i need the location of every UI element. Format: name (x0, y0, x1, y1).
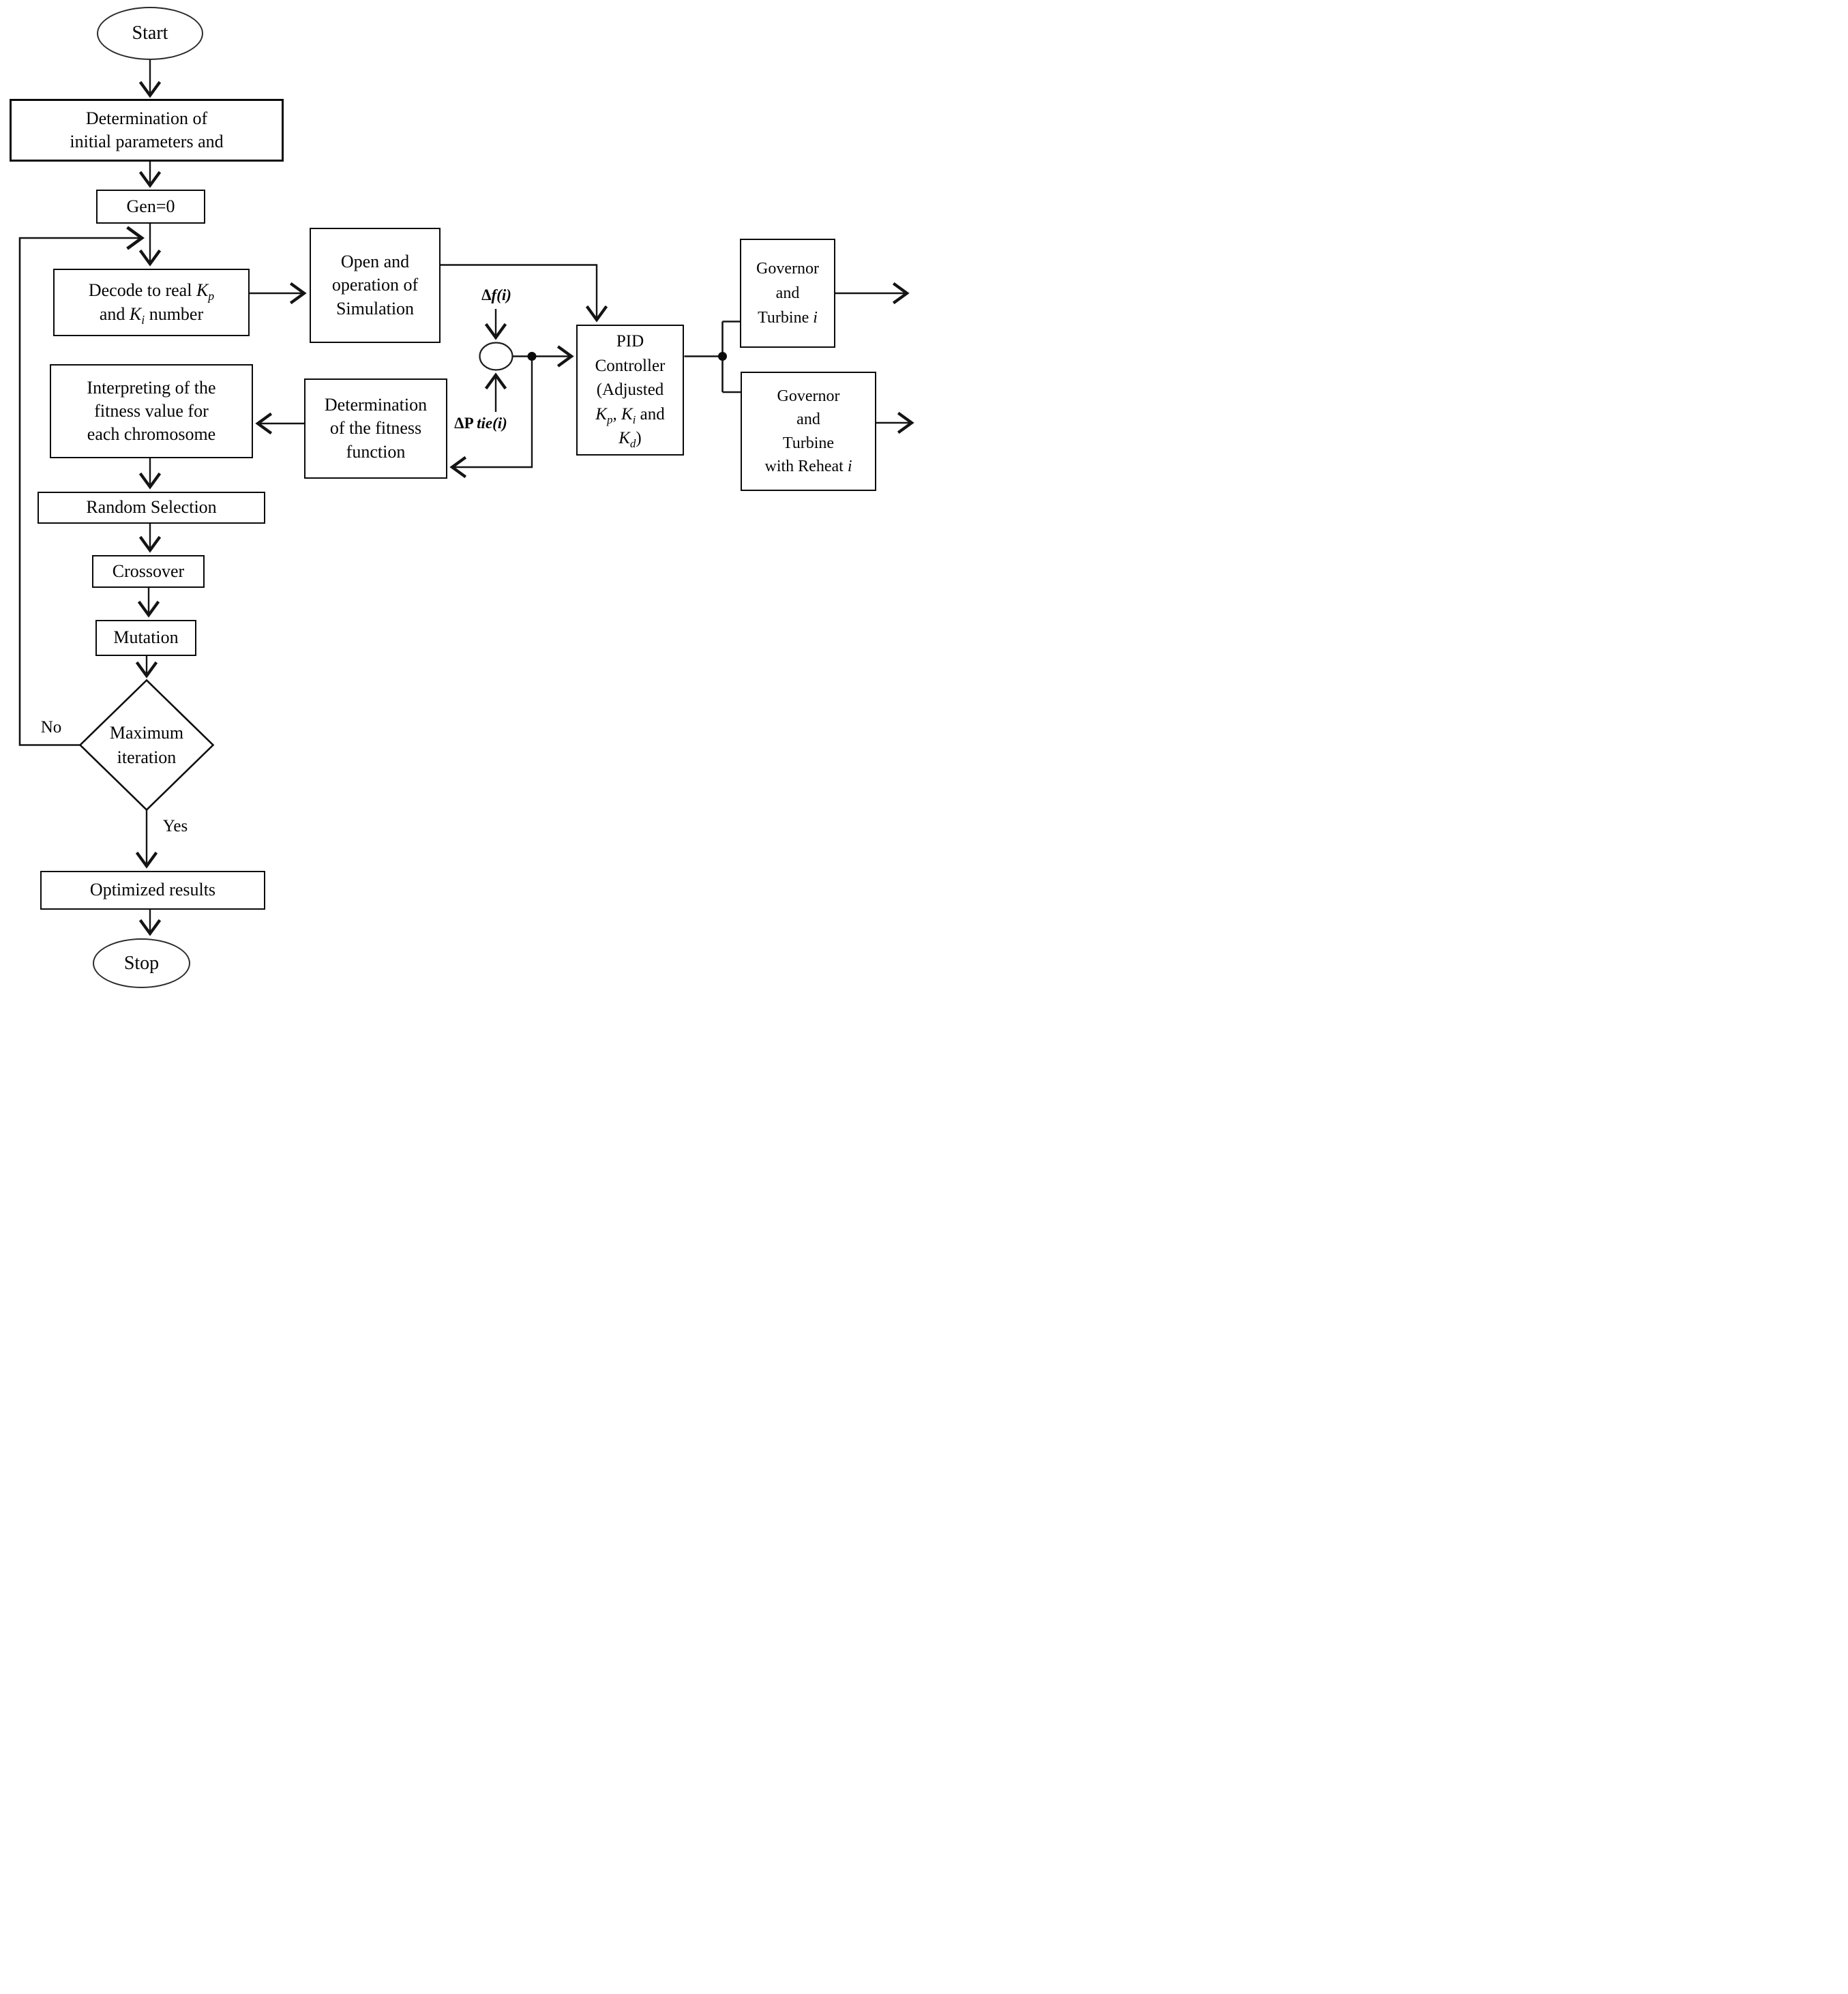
delta-f-delta: Δ (481, 286, 492, 303)
label-yes: Yes (162, 817, 188, 835)
decode-kp: K (196, 280, 209, 301)
pid-paren: ) (636, 429, 642, 448)
node-mutation (95, 620, 196, 656)
open-line3: Simulation (336, 298, 415, 318)
decode-line2-text: and (99, 303, 130, 324)
label-delta-f (449, 286, 544, 304)
pid-line3: (Adjusted (596, 381, 664, 400)
delta-p-expr: tie(i) (477, 415, 507, 432)
node-decode (53, 269, 250, 336)
node-governor-turbine-reheat (741, 372, 876, 491)
open-line2: operation of (331, 275, 419, 295)
gov2-line3: Turbine (782, 434, 835, 452)
decode-line1-text: Decode to real (88, 280, 196, 301)
decode-ki-sub: i (141, 312, 145, 327)
crossover-label: Crossover (112, 561, 185, 581)
pid-line5 (619, 426, 642, 451)
pid-and: and (636, 404, 665, 423)
junction-dot-pid-output (718, 352, 727, 361)
open-line1: Open and (340, 252, 410, 272)
node-stop (93, 938, 190, 988)
node-gen-zero (96, 190, 205, 224)
gov1-i: i (813, 309, 818, 327)
junction-dot-sum-output (528, 352, 537, 361)
node-governor-turbine (740, 239, 835, 348)
node-decision-maximum-iteration (92, 709, 201, 781)
gov2-line2: and (796, 411, 820, 429)
delta-p-delta: ΔP (454, 415, 477, 432)
pid-line1: PID (616, 332, 644, 351)
node-initial-parameters (10, 99, 284, 162)
start-label: Start (132, 23, 168, 44)
node-random-selection (38, 492, 265, 524)
random-label: Random Selection (86, 497, 217, 518)
node-pid-controller (576, 325, 684, 456)
decode-kp-sub: p (208, 289, 215, 303)
decision-line1: Maximum (109, 723, 184, 743)
pid-ki-sub: i (632, 413, 636, 426)
mutation-label: Mutation (113, 627, 179, 648)
decode-ki: K (129, 303, 142, 324)
interpret-line1: Interpreting of the (87, 377, 216, 398)
pid-kd-sub: d (629, 437, 636, 451)
gov2-line4 (765, 455, 852, 478)
pid-comma: , (612, 404, 621, 423)
gov1-line1: Governor (756, 260, 819, 278)
gov1-line2: and (775, 284, 800, 302)
gov1-turbine-text: Turbine (758, 309, 814, 327)
delta-f-expr: f(i) (491, 286, 511, 303)
interpret-line3: each chromosome (87, 424, 216, 445)
gov2-line1: Governor (777, 387, 840, 406)
pid-line2: Controller (595, 356, 666, 375)
node-interpret-fitness (50, 364, 253, 458)
pid-line4 (595, 402, 664, 427)
decode-line1 (89, 279, 214, 302)
node-optimized-results (40, 871, 265, 910)
fitness-line2: of the fitness (329, 418, 422, 438)
interpret-line2: fitness value for (94, 400, 209, 421)
decision-line2: iteration (117, 747, 177, 767)
fitness-line3: function (346, 441, 406, 462)
label-delta-p-tie (419, 415, 542, 432)
decode-line2 (100, 303, 203, 326)
gen-label: Gen=0 (126, 196, 175, 216)
pid-ki: K (621, 404, 633, 423)
gov2-reheat-text: with Reheat (764, 457, 848, 475)
pid-kp: K (595, 404, 607, 423)
summing-junction-circle (480, 343, 513, 370)
node-open-simulation (310, 228, 441, 343)
stop-label: Stop (123, 952, 160, 974)
node-crossover (92, 555, 205, 588)
pid-kd: K (619, 429, 630, 448)
init-line2: initial parameters and (70, 132, 224, 151)
optimized-label: Optimized results (89, 880, 216, 900)
pid-kp-sub: p (606, 413, 613, 426)
fitness-line1: Determination (324, 395, 428, 415)
node-start (97, 7, 203, 60)
gov1-line3 (758, 306, 818, 330)
decode-line2-tail: number (145, 303, 204, 324)
flowchart-canvas (0, 0, 924, 997)
gov2-i: i (847, 457, 852, 475)
init-line1: Determination of (85, 108, 208, 128)
edge-tap-to-fitness (452, 357, 532, 468)
label-no: No (40, 718, 62, 736)
